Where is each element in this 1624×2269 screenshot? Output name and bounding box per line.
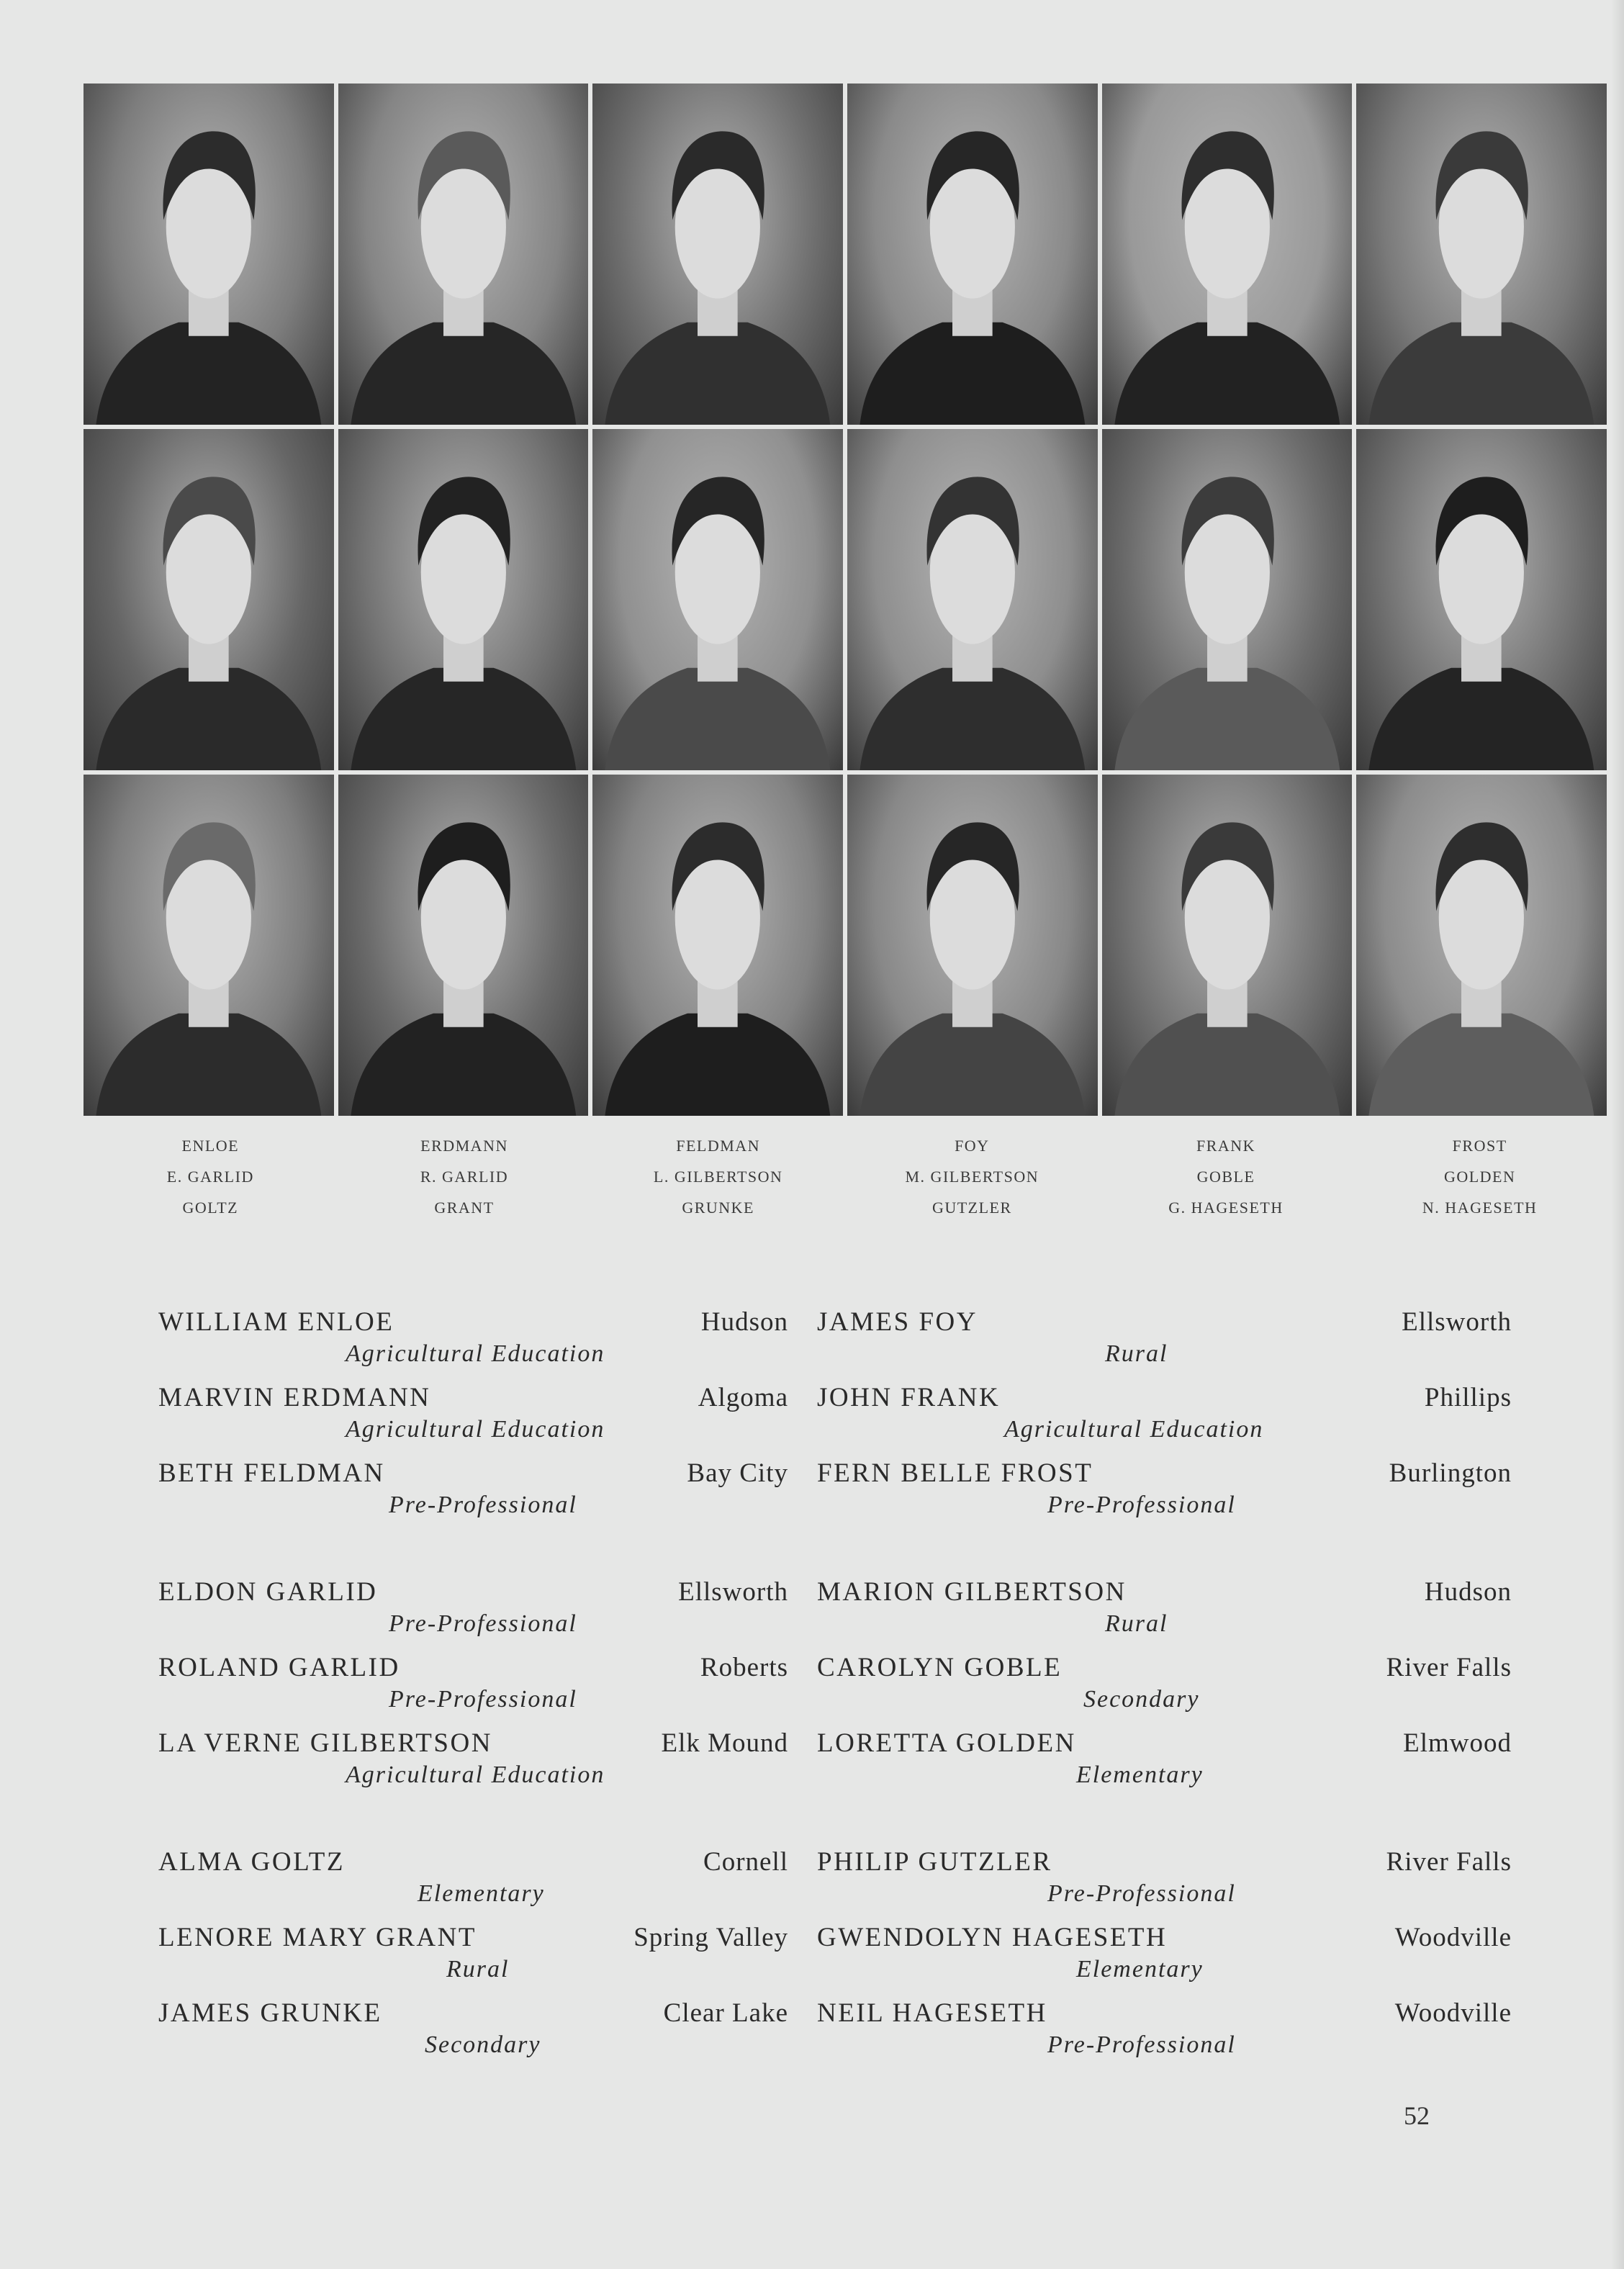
portrait-silhouette-icon <box>84 429 334 770</box>
student-name: ROLAND GARLID <box>158 1653 400 1682</box>
portrait-silhouette-icon <box>847 429 1098 770</box>
student-town: Ellsworth <box>1402 1307 1512 1337</box>
portrait-silhouette-icon <box>847 775 1098 1116</box>
portrait-silhouette-icon <box>84 775 334 1116</box>
student-entry <box>158 1458 817 1533</box>
student-entry <box>158 1576 817 1652</box>
portrait-silhouette-icon <box>338 429 589 770</box>
student-town: Algoma <box>698 1383 788 1412</box>
student-entry <box>158 1846 817 1922</box>
student-entry <box>817 1382 1540 1458</box>
student-name: JAMES FOY <box>817 1307 978 1337</box>
student-portrait <box>592 84 843 425</box>
student-portrait <box>1102 84 1353 425</box>
student-course: Secondary <box>425 2031 541 2058</box>
student-name: WILLIAM ENLOE <box>158 1307 394 1337</box>
name-key-label: GUTZLER <box>931 1199 1012 1217</box>
name-key-column <box>845 1130 1099 1223</box>
student-entry <box>817 1846 1540 1922</box>
student-town: Hudson <box>700 1307 788 1337</box>
name-key-column <box>84 1130 338 1223</box>
student-course: Agricultural Education <box>1004 1416 1264 1443</box>
student-town: Hudson <box>1424 1577 1512 1607</box>
name-key-label: GOBLE <box>1196 1168 1255 1186</box>
student-entry <box>817 1652 1540 1728</box>
name-key-column <box>591 1130 845 1223</box>
student-name: NEIL HAGESETH <box>817 1998 1047 2028</box>
student-name: JAMES GRUNKE <box>158 1998 382 2028</box>
name-key-label: FROST <box>1452 1137 1507 1155</box>
student-name: ALMA GOLTZ <box>158 1847 345 1877</box>
portrait-silhouette-icon <box>338 84 589 425</box>
name-key-column <box>1099 1130 1353 1223</box>
portrait-silhouette-icon <box>1102 429 1353 770</box>
portrait-silhouette-icon <box>592 775 843 1116</box>
student-portrait <box>84 775 334 1116</box>
portrait-silhouette-icon <box>338 775 589 1116</box>
portrait-silhouette-icon <box>592 84 843 425</box>
student-portrait <box>592 429 843 770</box>
name-key-label: GOLDEN <box>1443 1168 1516 1186</box>
student-entry <box>817 1728 1540 1803</box>
student-entry <box>158 1728 817 1803</box>
name-key-label: E. GARLID <box>166 1168 254 1186</box>
student-course: Pre-Professional <box>1047 2031 1236 2058</box>
student-course: Elementary <box>418 1880 545 1907</box>
name-key-label: G. HAGESETH <box>1168 1199 1284 1217</box>
student-town: Elk Mound <box>661 1728 788 1758</box>
group-spacer <box>817 1803 1540 1846</box>
student-town: Roberts <box>700 1653 788 1682</box>
student-course: Secondary <box>1083 1686 1200 1713</box>
student-name: LA VERNE GILBERTSON <box>158 1728 492 1758</box>
student-portrait <box>847 429 1098 770</box>
student-town: Clear Lake <box>663 1998 788 2028</box>
student-course: Elementary <box>1076 1956 1204 1982</box>
name-key-label: N. HAGESETH <box>1422 1199 1538 1217</box>
student-entry <box>158 1382 817 1458</box>
name-key-label: L. GILBERTSON <box>653 1168 783 1186</box>
student-roster <box>158 1307 1540 2073</box>
student-portrait <box>84 429 334 770</box>
portrait-silhouette-icon <box>1356 775 1607 1116</box>
page-number: 52 <box>1404 2101 1430 2130</box>
student-portrait <box>338 775 589 1116</box>
student-town: Cornell <box>703 1847 788 1877</box>
student-name: MARION GILBERTSON <box>817 1577 1127 1607</box>
student-name: PHILIP GUTZLER <box>817 1847 1052 1877</box>
student-portrait <box>592 775 843 1116</box>
student-portrait <box>338 84 589 425</box>
portrait-name-key <box>84 1130 1607 1223</box>
student-entry <box>158 1998 817 2073</box>
student-name: CAROLYN GOBLE <box>817 1653 1063 1682</box>
student-town: Bay City <box>687 1458 788 1488</box>
student-name: BETH FELDMAN <box>158 1458 385 1488</box>
name-key-column <box>338 1130 592 1223</box>
portrait-silhouette-icon <box>1356 429 1607 770</box>
student-course: Pre-Professional <box>1047 1492 1236 1518</box>
student-town: Burlington <box>1389 1458 1512 1488</box>
student-entry <box>158 1922 817 1998</box>
name-key-label: GRUNKE <box>682 1199 754 1217</box>
group-spacer <box>158 1803 817 1846</box>
student-town: Woodville <box>1394 1998 1512 2028</box>
student-course: Pre-Professional <box>389 1686 577 1713</box>
student-course: Agricultural Education <box>346 1340 605 1367</box>
name-key-label: GRANT <box>434 1199 495 1217</box>
student-entry <box>817 1576 1540 1652</box>
student-portrait <box>1102 775 1353 1116</box>
student-portrait <box>1102 429 1353 770</box>
name-key-label: M. GILBERTSON <box>905 1168 1039 1186</box>
student-entry <box>817 1458 1540 1533</box>
student-town: River Falls <box>1386 1653 1512 1682</box>
student-course: Elementary <box>1076 1761 1204 1788</box>
name-key-label: FOY <box>955 1137 990 1155</box>
student-portrait <box>338 429 589 770</box>
group-spacer <box>817 1533 1540 1576</box>
student-entry <box>817 1307 1540 1382</box>
name-key-label: FELDMAN <box>676 1137 761 1155</box>
student-name: LENORE MARY GRANT <box>158 1923 477 1952</box>
student-entry <box>158 1307 817 1382</box>
portrait-silhouette-icon <box>84 84 334 425</box>
student-portrait <box>847 84 1098 425</box>
student-town: Elmwood <box>1403 1728 1512 1758</box>
student-course: Rural <box>1105 1610 1168 1637</box>
portrait-silhouette-icon <box>1102 775 1353 1116</box>
student-portrait <box>1356 429 1607 770</box>
student-portrait <box>847 775 1098 1116</box>
student-town: Spring Valley <box>633 1923 788 1952</box>
portrait-silhouette-icon <box>1356 84 1607 425</box>
student-course: Pre-Professional <box>389 1492 577 1518</box>
page-edge-shadow <box>1611 0 1624 2269</box>
student-course: Rural <box>446 1956 510 1982</box>
student-town: Ellsworth <box>678 1577 788 1607</box>
student-town: Woodville <box>1394 1923 1512 1952</box>
roster-column-left <box>158 1307 817 2073</box>
student-name: JOHN FRANK <box>817 1383 1001 1412</box>
student-portrait <box>1356 84 1607 425</box>
student-course: Pre-Professional <box>1047 1880 1236 1907</box>
student-name: MARVIN ERDMANN <box>158 1383 431 1412</box>
name-key-label: ERDMANN <box>420 1137 508 1155</box>
name-key-label: ENLOE <box>181 1137 240 1155</box>
student-portrait <box>1356 775 1607 1116</box>
roster-column-right <box>817 1307 1540 2073</box>
portrait-grid <box>84 84 1607 1116</box>
student-course: Rural <box>1105 1340 1168 1367</box>
student-town: Phillips <box>1424 1383 1512 1412</box>
name-key-label: R. GARLID <box>420 1168 509 1186</box>
name-key-label: FRANK <box>1196 1137 1256 1155</box>
student-course: Agricultural Education <box>346 1416 605 1443</box>
student-entry <box>817 1998 1540 2073</box>
group-spacer <box>158 1533 817 1576</box>
student-name: ELDON GARLID <box>158 1577 378 1607</box>
student-entry <box>817 1922 1540 1998</box>
student-portrait <box>84 84 334 425</box>
student-course: Pre-Professional <box>389 1610 577 1637</box>
student-town: River Falls <box>1386 1847 1512 1877</box>
student-name: GWENDOLYN HAGESETH <box>817 1923 1168 1952</box>
student-course: Agricultural Education <box>346 1761 605 1788</box>
name-key-column <box>1353 1130 1607 1223</box>
name-key-label: GOLTZ <box>182 1199 239 1217</box>
portrait-silhouette-icon <box>847 84 1098 425</box>
portrait-silhouette-icon <box>1102 84 1353 425</box>
portrait-silhouette-icon <box>592 429 843 770</box>
student-name: FERN BELLE FROST <box>817 1458 1093 1488</box>
student-entry <box>158 1652 817 1728</box>
student-name: LORETTA GOLDEN <box>817 1728 1076 1758</box>
